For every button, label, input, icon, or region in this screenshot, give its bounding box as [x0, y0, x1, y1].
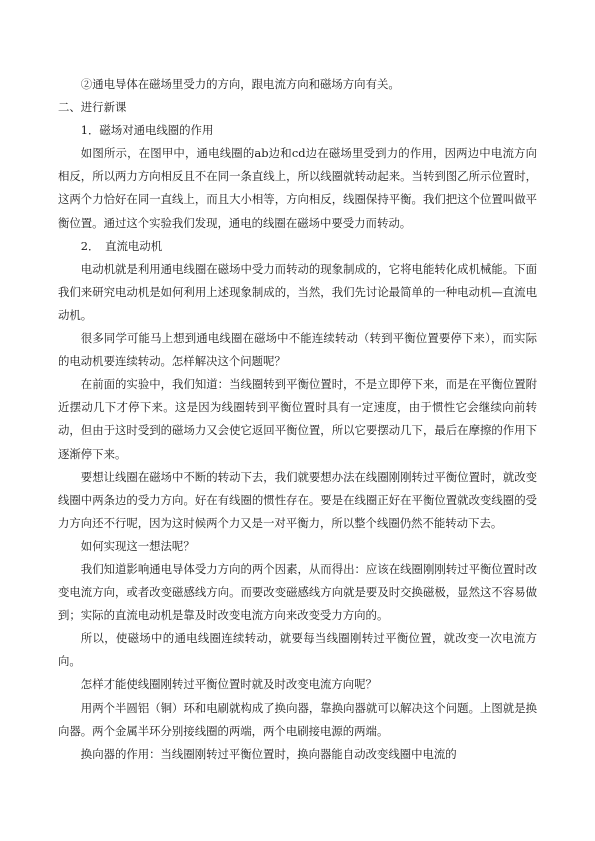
- paragraph-change-force-direction: 要想让线圈在磁场中不断的转动下去，我们就要想办法在线圈刚刚转过平衡位置时，就改变线圈中两条边的受力方向。好在有线圈的惯性存在。要是在线圈正好在平衡位置就改变线圈的受力方向还不行呢，因为这时候两个力又是一对平衡力，所以整个线圈仍然不能转动下去。: [58, 469, 537, 530]
- paragraph-equilibrium-oscillation: 在前面的实验中，我们知道：当线圈转到平衡位置时，不是立即停下来，而是在平衡位置附近摆动几下才停下来。这是因为线圈转到平衡位置时具有一定速度，由于惯性它会继续向前转动，但由于这时受到的磁场力又会使它返回平衡位置，所以它要摆动几下，最后在摩擦的作用下逐渐停下来。: [58, 377, 537, 461]
- paragraph-commutator: 用两个半圆铝（铜）环和电刷就构成了换向器，靠换向器就可以解决这个问题。上图就是换向器。两个金属半环分别接线圈的两端，两个电刷接电源的两端。: [58, 700, 537, 738]
- paragraph-commutator-function: 换向器的作用：当线圈刚转过平衡位置时，换向器能自动改变线圈中电流的: [80, 746, 457, 761]
- paragraph-motor-principle: 电动机就是利用通电线圈在磁场中受力而转动的现象制成的，它将电能转化成机械能。下面我们来研究电动机是如何利用上述现象制成的，当然，我们先讨论最简单的一种电动机—直流电动机。: [58, 261, 537, 322]
- subheading-coil-in-field: 1．磁场对通电线圈的作用: [80, 123, 214, 138]
- subheading-dc-motor: 2． 直流电动机: [80, 238, 163, 253]
- section-heading-new-lesson: 二、进行新课: [58, 100, 127, 115]
- paragraph-how-to-realize: 如何实现这一想法呢？: [80, 538, 195, 553]
- paragraph-coil-forces: 如图所示，在图甲中，通电线圈的ab边和cd边在磁场里受到力的作用，因两边中电流方向相反，所以两力方向相反且不在同一条直线上，所以线圈就转动起来。当转到图乙所示位置时，这两个力恰好在同一直线上，而且大小相等，方向相反，线圈保持平衡。我们把这个位置叫做平衡位置。通过这个实验我们发现，通电的线圈在磁场中要受力而转动。: [58, 146, 537, 230]
- paragraph-two-factors: 我们知道影响通电导体受力方向的两个因素，从而得出：应该在线圈刚刚转过平衡位置时改变电流方向，或者改变磁感线方向。而要改变磁感线方向就是要及时交换磁极，显然这不容易做到；实际的直流电动机是靠及时改变电流方向来改变受力方向的。: [58, 561, 537, 623]
- paragraph-timing-question: 怎样才能使线圈刚转过平衡位置时就及时改变电流方向呢？: [80, 677, 377, 692]
- paragraph-continuous-rotation-question: 很多同学可能马上想到通电线圈在磁场中不能连续转动（转到平衡位置要停下来），而实际的电动机要连续转动。怎样解决这个问题呢？: [58, 331, 537, 369]
- paragraph-conclusion-2: ②通电导体在磁场里受力的方向，跟电流方向和磁场方向有关。: [80, 77, 400, 91]
- paragraph-change-current: 所以，使磁场中的通电线圈连续转动，就要每当线圈刚转过平衡位置，就改变一次电流方向。: [58, 631, 537, 669]
